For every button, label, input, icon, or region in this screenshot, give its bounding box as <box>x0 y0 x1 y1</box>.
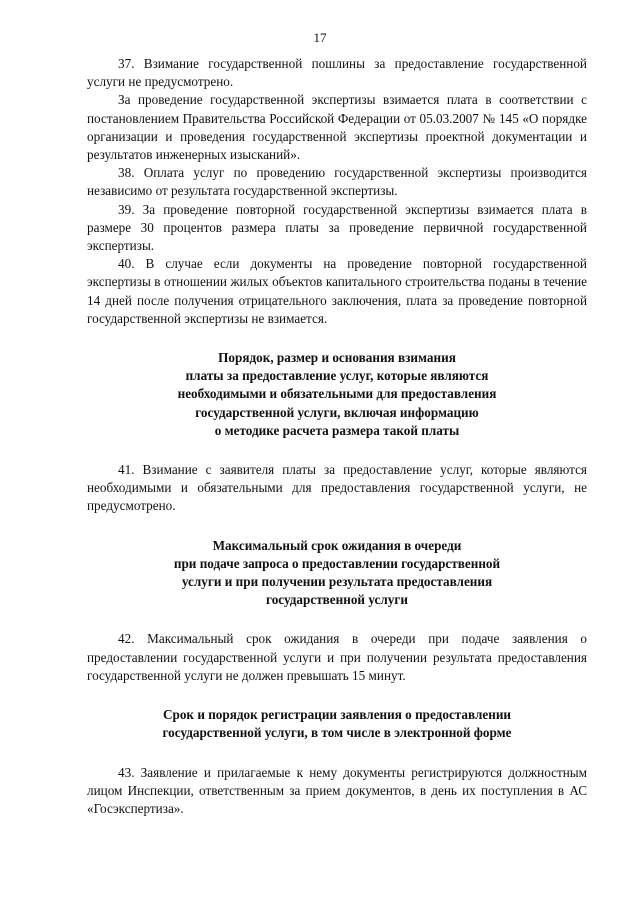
heading-line: Порядок, размер и основания взимания <box>218 350 456 366</box>
page-number: 17 <box>313 30 327 45</box>
page-content <box>87 55 587 818</box>
heading-line: необходимыми и обязательными для предоставления <box>177 386 497 402</box>
paragraph-fee-basis: За проведение государственной экспертизы взимается плата в соответствии с постановлением Правительства Российской Федерации от 05.03.2007 № 145 «О порядке организации и проведения государственной экспертизы проектной документации и результатов инженерных изысканий». <box>87 92 587 163</box>
heading-line: государственной услуги <box>266 592 408 608</box>
heading-line: Срок и порядок регистрации заявления о предоставлении <box>162 707 512 723</box>
heading-line: Максимальный срок ожидания в очереди <box>212 537 462 553</box>
heading-line: о методике расчета размера такой платы <box>214 422 460 438</box>
heading-line: при подаче запроса о предоставлении государственной <box>173 555 501 571</box>
section-heading-fees <box>87 349 587 440</box>
paragraph-38: 38. Оплата услуг по проведению государственной экспертизы производится независимо от результата государственной экспертизы. <box>87 165 587 199</box>
paragraph-40: 40. В случае если документы на проведение повторной государственной экспертизы в отношении жилых объектов капитального строительства поданы в течение 14 дней после получения отрицательного заключения, плата за проведение повторной государственной экспертизы не взимается. <box>87 256 587 326</box>
paragraph-43: 43. Заявление и прилагаемые к нему документы регистрируются должностным лицом Инспекции, ответственным за прием документов, в день их поступления в АС «Госэкспертиза». <box>87 764 587 816</box>
section-heading-waiting-time <box>87 537 587 610</box>
section-heading-registration <box>87 706 587 742</box>
heading-line: государственной услуги, в том числе в электронной форме <box>162 725 512 741</box>
paragraph-42: 42. Максимальный срок ожидания в очереди при подаче заявления о предоставлении государственной услуги и при получении результата предоставления государственной услуги не должен превышать 15 минут. <box>87 631 587 683</box>
paragraph-41: 41. Взимание с заявителя платы за предоставление услуг, которые являются необходимыми и обязательными для предоставления государственной услуги, не предусмотрено. <box>87 462 587 514</box>
heading-line: платы за предоставление услуг, которые являются <box>185 368 489 384</box>
heading-line: государственной услуги, включая информацию <box>195 404 479 420</box>
paragraph-37: 37. Взимание государственной пошлины за предоставление государственной услуги не предусмотрено. <box>87 56 587 90</box>
paragraph-39: 39. За проведение повторной государственной экспертизы взимается плата в размере 30 процентов размера платы за проведение первичной государственной экспертизы. <box>87 201 587 254</box>
heading-line: услуги и при получении результата предоставления <box>181 574 493 590</box>
